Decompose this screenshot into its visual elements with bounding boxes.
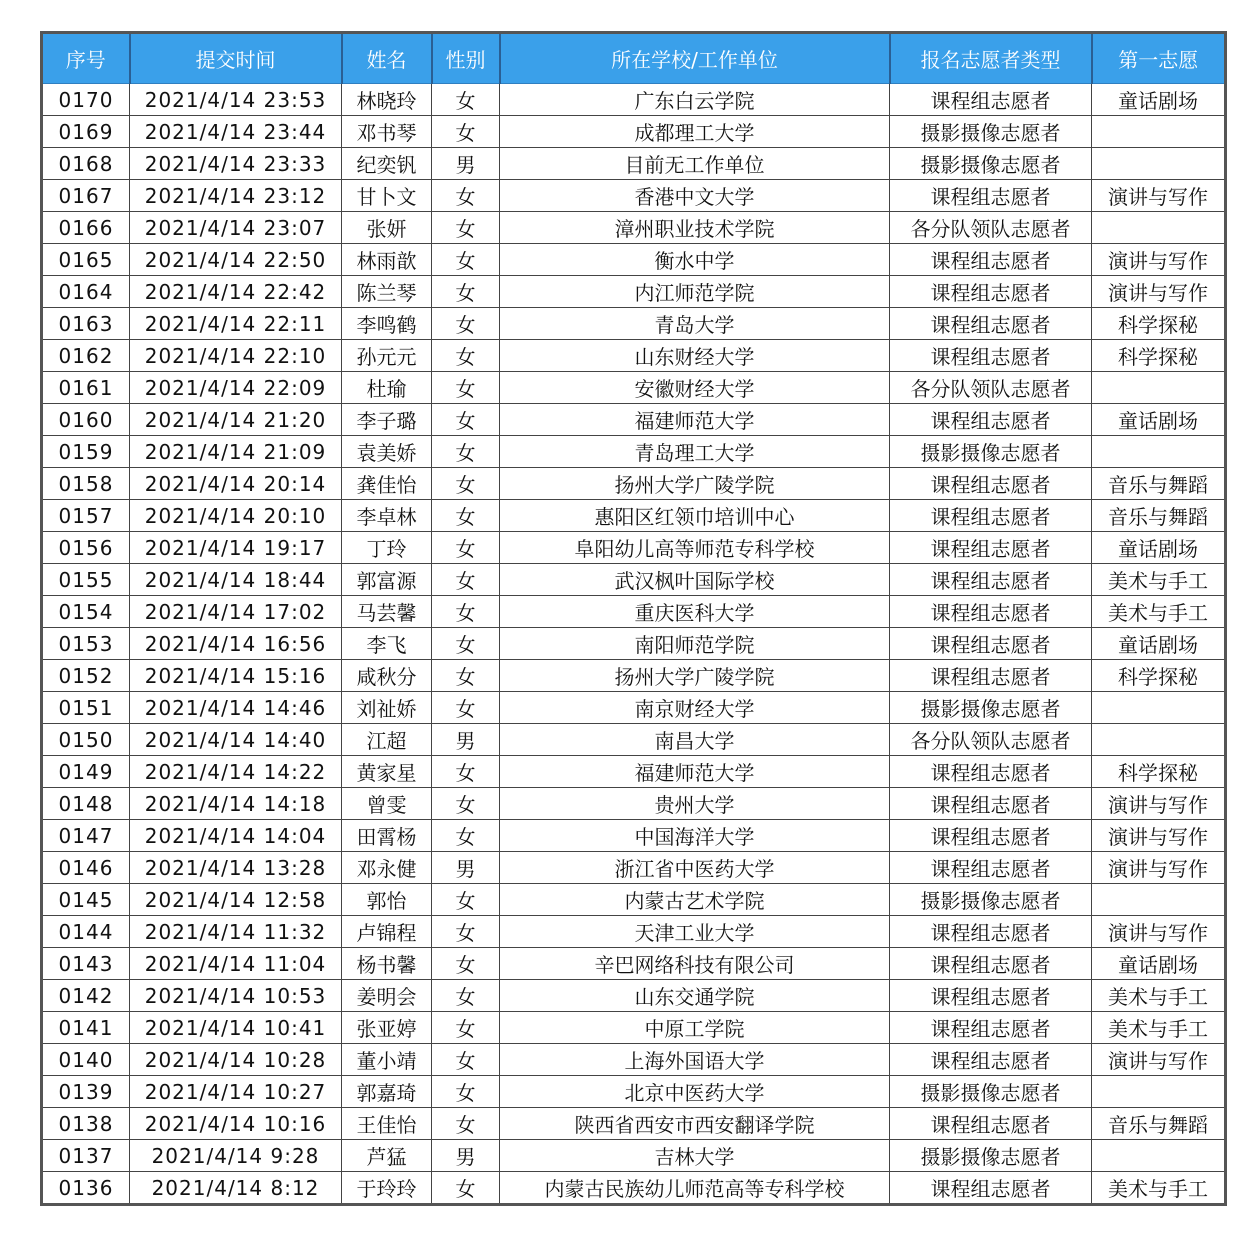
cell-first-choice: 音乐与舞蹈 bbox=[1092, 468, 1226, 500]
cell-submit-time: 2021/4/14 21:20 bbox=[130, 404, 342, 436]
cell-gender: 女 bbox=[432, 276, 500, 308]
cell-submit-time: 2021/4/14 14:40 bbox=[130, 724, 342, 756]
cell-seq: 0140 bbox=[42, 1044, 130, 1076]
cell-name: 郭嘉琦 bbox=[342, 1076, 432, 1108]
cell-submit-time: 2021/4/14 23:07 bbox=[130, 212, 342, 244]
cell-submit-time: 2021/4/14 22:11 bbox=[130, 308, 342, 340]
cell-name: 李子璐 bbox=[342, 404, 432, 436]
cell-school: 北京中医药大学 bbox=[500, 1076, 890, 1108]
cell-seq: 0169 bbox=[42, 116, 130, 148]
column-header-name: 姓名 bbox=[342, 33, 432, 84]
cell-seq: 0136 bbox=[42, 1172, 130, 1205]
column-header-first-choice: 第一志愿 bbox=[1092, 33, 1226, 84]
cell-first-choice: 音乐与舞蹈 bbox=[1092, 500, 1226, 532]
cell-first-choice bbox=[1092, 884, 1226, 916]
cell-volunteer-type: 摄影摄像志愿者 bbox=[890, 884, 1092, 916]
cell-seq: 0137 bbox=[42, 1140, 130, 1172]
cell-school: 辛巴网络科技有限公司 bbox=[500, 948, 890, 980]
cell-school: 浙江省中医药大学 bbox=[500, 852, 890, 884]
cell-name: 黄家星 bbox=[342, 756, 432, 788]
cell-first-choice bbox=[1092, 148, 1226, 180]
cell-school: 贵州大学 bbox=[500, 788, 890, 820]
cell-school: 漳州职业技术学院 bbox=[500, 212, 890, 244]
cell-seq: 0168 bbox=[42, 148, 130, 180]
cell-school: 广东白云学院 bbox=[500, 84, 890, 116]
cell-school: 惠阳区红领巾培训中心 bbox=[500, 500, 890, 532]
cell-seq: 0165 bbox=[42, 244, 130, 276]
cell-submit-time: 2021/4/14 10:41 bbox=[130, 1012, 342, 1044]
table-row bbox=[42, 692, 1226, 724]
cell-name: 邓书琴 bbox=[342, 116, 432, 148]
table-row bbox=[42, 212, 1226, 244]
cell-gender: 女 bbox=[432, 756, 500, 788]
cell-volunteer-type: 摄影摄像志愿者 bbox=[890, 148, 1092, 180]
column-header-volunteer-type: 报名志愿者类型 bbox=[890, 33, 1092, 84]
cell-gender: 女 bbox=[432, 404, 500, 436]
cell-submit-time: 2021/4/14 13:28 bbox=[130, 852, 342, 884]
cell-volunteer-type: 课程组志愿者 bbox=[890, 660, 1092, 692]
cell-seq: 0145 bbox=[42, 884, 130, 916]
cell-gender: 女 bbox=[432, 532, 500, 564]
table-row bbox=[42, 340, 1226, 372]
cell-volunteer-type: 课程组志愿者 bbox=[890, 1012, 1092, 1044]
cell-submit-time: 2021/4/14 14:18 bbox=[130, 788, 342, 820]
table-row bbox=[42, 1108, 1226, 1140]
cell-name: 林雨歆 bbox=[342, 244, 432, 276]
cell-first-choice: 童话剧场 bbox=[1092, 404, 1226, 436]
cell-submit-time: 2021/4/14 18:44 bbox=[130, 564, 342, 596]
cell-school: 吉林大学 bbox=[500, 1140, 890, 1172]
cell-first-choice: 美术与手工 bbox=[1092, 596, 1226, 628]
cell-first-choice: 演讲与写作 bbox=[1092, 276, 1226, 308]
table-row bbox=[42, 948, 1226, 980]
cell-volunteer-type: 摄影摄像志愿者 bbox=[890, 1076, 1092, 1108]
cell-name: 陈兰琴 bbox=[342, 276, 432, 308]
cell-submit-time: 2021/4/14 14:46 bbox=[130, 692, 342, 724]
cell-volunteer-type: 课程组志愿者 bbox=[890, 1108, 1092, 1140]
cell-gender: 女 bbox=[432, 116, 500, 148]
cell-name: 邓永健 bbox=[342, 852, 432, 884]
cell-volunteer-type: 课程组志愿者 bbox=[890, 596, 1092, 628]
cell-submit-time: 2021/4/14 10:16 bbox=[130, 1108, 342, 1140]
table-row bbox=[42, 436, 1226, 468]
table-row bbox=[42, 564, 1226, 596]
cell-gender: 女 bbox=[432, 212, 500, 244]
volunteer-registration-table bbox=[40, 31, 1227, 1206]
cell-seq: 0142 bbox=[42, 980, 130, 1012]
table-row bbox=[42, 724, 1226, 756]
cell-school: 南京财经大学 bbox=[500, 692, 890, 724]
cell-first-choice: 美术与手工 bbox=[1092, 1172, 1226, 1205]
cell-volunteer-type: 课程组志愿者 bbox=[890, 948, 1092, 980]
cell-submit-time: 2021/4/14 10:28 bbox=[130, 1044, 342, 1076]
cell-submit-time: 2021/4/14 16:56 bbox=[130, 628, 342, 660]
cell-submit-time: 2021/4/14 23:44 bbox=[130, 116, 342, 148]
cell-seq: 0141 bbox=[42, 1012, 130, 1044]
cell-gender: 女 bbox=[432, 884, 500, 916]
cell-seq: 0152 bbox=[42, 660, 130, 692]
cell-school: 中原工学院 bbox=[500, 1012, 890, 1044]
cell-first-choice: 美术与手工 bbox=[1092, 980, 1226, 1012]
cell-name: 张妍 bbox=[342, 212, 432, 244]
cell-seq: 0156 bbox=[42, 532, 130, 564]
cell-name: 张亚婷 bbox=[342, 1012, 432, 1044]
cell-volunteer-type: 摄影摄像志愿者 bbox=[890, 116, 1092, 148]
cell-submit-time: 2021/4/14 23:33 bbox=[130, 148, 342, 180]
table-row bbox=[42, 148, 1226, 180]
cell-seq: 0170 bbox=[42, 84, 130, 116]
cell-name: 田霄杨 bbox=[342, 820, 432, 852]
header-row bbox=[42, 33, 1226, 84]
cell-gender: 女 bbox=[432, 180, 500, 212]
cell-school: 天津工业大学 bbox=[500, 916, 890, 948]
table-body bbox=[42, 84, 1226, 1205]
cell-first-choice bbox=[1092, 1076, 1226, 1108]
cell-school: 山东交通学院 bbox=[500, 980, 890, 1012]
cell-submit-time: 2021/4/14 22:09 bbox=[130, 372, 342, 404]
cell-gender: 女 bbox=[432, 1108, 500, 1140]
cell-school: 扬州大学广陵学院 bbox=[500, 660, 890, 692]
cell-volunteer-type: 课程组志愿者 bbox=[890, 1172, 1092, 1205]
cell-gender: 女 bbox=[432, 1076, 500, 1108]
cell-gender: 女 bbox=[432, 596, 500, 628]
cell-submit-time: 2021/4/14 21:09 bbox=[130, 436, 342, 468]
cell-school: 山东财经大学 bbox=[500, 340, 890, 372]
cell-school: 青岛大学 bbox=[500, 308, 890, 340]
cell-gender: 女 bbox=[432, 500, 500, 532]
cell-name: 杨书馨 bbox=[342, 948, 432, 980]
cell-gender: 女 bbox=[432, 1172, 500, 1205]
cell-submit-time: 2021/4/14 17:02 bbox=[130, 596, 342, 628]
cell-seq: 0164 bbox=[42, 276, 130, 308]
table-row bbox=[42, 756, 1226, 788]
column-header-gender: 性别 bbox=[432, 33, 500, 84]
cell-submit-time: 2021/4/14 8:12 bbox=[130, 1172, 342, 1205]
cell-volunteer-type: 课程组志愿者 bbox=[890, 980, 1092, 1012]
cell-seq: 0139 bbox=[42, 1076, 130, 1108]
cell-submit-time: 2021/4/14 15:16 bbox=[130, 660, 342, 692]
cell-name: 纪奕钒 bbox=[342, 148, 432, 180]
cell-name: 袁美娇 bbox=[342, 436, 432, 468]
cell-volunteer-type: 课程组志愿者 bbox=[890, 820, 1092, 852]
cell-seq: 0159 bbox=[42, 436, 130, 468]
cell-first-choice: 童话剧场 bbox=[1092, 532, 1226, 564]
table-row bbox=[42, 788, 1226, 820]
cell-seq: 0149 bbox=[42, 756, 130, 788]
cell-gender: 女 bbox=[432, 916, 500, 948]
cell-seq: 0160 bbox=[42, 404, 130, 436]
cell-seq: 0163 bbox=[42, 308, 130, 340]
cell-gender: 女 bbox=[432, 1012, 500, 1044]
cell-volunteer-type: 课程组志愿者 bbox=[890, 500, 1092, 532]
cell-gender: 男 bbox=[432, 148, 500, 180]
cell-school: 中国海洋大学 bbox=[500, 820, 890, 852]
cell-submit-time: 2021/4/14 11:04 bbox=[130, 948, 342, 980]
cell-submit-time: 2021/4/14 11:32 bbox=[130, 916, 342, 948]
cell-gender: 女 bbox=[432, 948, 500, 980]
cell-school: 陕西省西安市西安翻译学院 bbox=[500, 1108, 890, 1140]
cell-name: 咸秋分 bbox=[342, 660, 432, 692]
cell-first-choice: 科学探秘 bbox=[1092, 756, 1226, 788]
cell-school: 内蒙古艺术学院 bbox=[500, 884, 890, 916]
cell-name: 芦猛 bbox=[342, 1140, 432, 1172]
cell-gender: 女 bbox=[432, 564, 500, 596]
cell-submit-time: 2021/4/14 10:53 bbox=[130, 980, 342, 1012]
cell-submit-time: 2021/4/14 20:14 bbox=[130, 468, 342, 500]
cell-first-choice: 音乐与舞蹈 bbox=[1092, 1108, 1226, 1140]
table-row bbox=[42, 116, 1226, 148]
cell-name: 董小靖 bbox=[342, 1044, 432, 1076]
cell-first-choice bbox=[1092, 1140, 1226, 1172]
cell-first-choice: 演讲与写作 bbox=[1092, 852, 1226, 884]
cell-first-choice bbox=[1092, 724, 1226, 756]
cell-first-choice: 童话剧场 bbox=[1092, 84, 1226, 116]
cell-school: 福建师范大学 bbox=[500, 404, 890, 436]
cell-volunteer-type: 课程组志愿者 bbox=[890, 404, 1092, 436]
cell-name: 林晓玲 bbox=[342, 84, 432, 116]
cell-submit-time: 2021/4/14 12:58 bbox=[130, 884, 342, 916]
cell-seq: 0148 bbox=[42, 788, 130, 820]
cell-name: 李飞 bbox=[342, 628, 432, 660]
cell-name: 郭怡 bbox=[342, 884, 432, 916]
table-row bbox=[42, 532, 1226, 564]
cell-seq: 0161 bbox=[42, 372, 130, 404]
cell-school: 安徽财经大学 bbox=[500, 372, 890, 404]
cell-volunteer-type: 摄影摄像志愿者 bbox=[890, 436, 1092, 468]
table-row bbox=[42, 308, 1226, 340]
cell-seq: 0162 bbox=[42, 340, 130, 372]
cell-first-choice bbox=[1092, 116, 1226, 148]
cell-seq: 0138 bbox=[42, 1108, 130, 1140]
cell-name: 马芸馨 bbox=[342, 596, 432, 628]
cell-volunteer-type: 课程组志愿者 bbox=[890, 916, 1092, 948]
cell-gender: 女 bbox=[432, 1044, 500, 1076]
cell-first-choice bbox=[1092, 372, 1226, 404]
cell-first-choice: 演讲与写作 bbox=[1092, 916, 1226, 948]
cell-first-choice: 演讲与写作 bbox=[1092, 820, 1226, 852]
cell-gender: 女 bbox=[432, 980, 500, 1012]
cell-first-choice bbox=[1092, 212, 1226, 244]
cell-gender: 女 bbox=[432, 244, 500, 276]
cell-submit-time: 2021/4/14 9:28 bbox=[130, 1140, 342, 1172]
cell-seq: 0154 bbox=[42, 596, 130, 628]
cell-first-choice: 科学探秘 bbox=[1092, 660, 1226, 692]
cell-volunteer-type: 课程组志愿者 bbox=[890, 244, 1092, 276]
column-header-seq: 序号 bbox=[42, 33, 130, 84]
cell-name: 郭富源 bbox=[342, 564, 432, 596]
cell-first-choice: 演讲与写作 bbox=[1092, 788, 1226, 820]
cell-volunteer-type: 课程组志愿者 bbox=[890, 532, 1092, 564]
cell-volunteer-type: 各分队领队志愿者 bbox=[890, 212, 1092, 244]
cell-name: 李卓林 bbox=[342, 500, 432, 532]
column-header-submit-time: 提交时间 bbox=[130, 33, 342, 84]
cell-name: 龚佳怡 bbox=[342, 468, 432, 500]
cell-name: 曾雯 bbox=[342, 788, 432, 820]
table-row bbox=[42, 468, 1226, 500]
cell-name: 姜明会 bbox=[342, 980, 432, 1012]
cell-volunteer-type: 课程组志愿者 bbox=[890, 852, 1092, 884]
cell-volunteer-type: 课程组志愿者 bbox=[890, 1044, 1092, 1076]
cell-name: 孙元元 bbox=[342, 340, 432, 372]
cell-volunteer-type: 课程组志愿者 bbox=[890, 468, 1092, 500]
table-row bbox=[42, 372, 1226, 404]
table-row bbox=[42, 244, 1226, 276]
cell-name: 李鸣鹤 bbox=[342, 308, 432, 340]
cell-volunteer-type: 各分队领队志愿者 bbox=[890, 724, 1092, 756]
cell-first-choice: 演讲与写作 bbox=[1092, 1044, 1226, 1076]
cell-seq: 0150 bbox=[42, 724, 130, 756]
cell-school: 阜阳幼儿高等师范专科学校 bbox=[500, 532, 890, 564]
table-row bbox=[42, 884, 1226, 916]
cell-gender: 女 bbox=[432, 84, 500, 116]
cell-submit-time: 2021/4/14 22:50 bbox=[130, 244, 342, 276]
table-row bbox=[42, 276, 1226, 308]
cell-seq: 0166 bbox=[42, 212, 130, 244]
column-header-school: 所在学校/工作单位 bbox=[500, 33, 890, 84]
cell-seq: 0167 bbox=[42, 180, 130, 212]
cell-school: 武汉枫叶国际学校 bbox=[500, 564, 890, 596]
cell-school: 内江师范学院 bbox=[500, 276, 890, 308]
table-row bbox=[42, 180, 1226, 212]
cell-seq: 0144 bbox=[42, 916, 130, 948]
cell-volunteer-type: 课程组志愿者 bbox=[890, 564, 1092, 596]
cell-first-choice: 演讲与写作 bbox=[1092, 244, 1226, 276]
cell-first-choice: 美术与手工 bbox=[1092, 564, 1226, 596]
cell-gender: 男 bbox=[432, 1140, 500, 1172]
cell-volunteer-type: 课程组志愿者 bbox=[890, 788, 1092, 820]
cell-first-choice: 科学探秘 bbox=[1092, 340, 1226, 372]
cell-volunteer-type: 课程组志愿者 bbox=[890, 276, 1092, 308]
cell-school: 南阳师范学院 bbox=[500, 628, 890, 660]
cell-school: 成都理工大学 bbox=[500, 116, 890, 148]
table-row bbox=[42, 628, 1226, 660]
cell-gender: 男 bbox=[432, 724, 500, 756]
table-row bbox=[42, 916, 1226, 948]
cell-submit-time: 2021/4/14 20:10 bbox=[130, 500, 342, 532]
cell-seq: 0151 bbox=[42, 692, 130, 724]
table-row bbox=[42, 84, 1226, 116]
cell-seq: 0143 bbox=[42, 948, 130, 980]
cell-seq: 0158 bbox=[42, 468, 130, 500]
cell-gender: 女 bbox=[432, 372, 500, 404]
table-row bbox=[42, 1044, 1226, 1076]
table-row bbox=[42, 660, 1226, 692]
cell-volunteer-type: 课程组志愿者 bbox=[890, 340, 1092, 372]
cell-first-choice bbox=[1092, 436, 1226, 468]
cell-first-choice: 美术与手工 bbox=[1092, 1012, 1226, 1044]
cell-school: 青岛理工大学 bbox=[500, 436, 890, 468]
table-row bbox=[42, 404, 1226, 436]
table-row bbox=[42, 1076, 1226, 1108]
cell-school: 内蒙古民族幼儿师范高等专科学校 bbox=[500, 1172, 890, 1205]
cell-volunteer-type: 课程组志愿者 bbox=[890, 84, 1092, 116]
cell-name: 丁玲 bbox=[342, 532, 432, 564]
table-row bbox=[42, 1012, 1226, 1044]
cell-submit-time: 2021/4/14 22:42 bbox=[130, 276, 342, 308]
table-row bbox=[42, 1172, 1226, 1205]
cell-submit-time: 2021/4/14 14:04 bbox=[130, 820, 342, 852]
cell-gender: 女 bbox=[432, 692, 500, 724]
cell-submit-time: 2021/4/14 23:53 bbox=[130, 84, 342, 116]
cell-volunteer-type: 课程组志愿者 bbox=[890, 308, 1092, 340]
cell-school: 南昌大学 bbox=[500, 724, 890, 756]
cell-gender: 男 bbox=[432, 852, 500, 884]
cell-volunteer-type: 各分队领队志愿者 bbox=[890, 372, 1092, 404]
cell-submit-time: 2021/4/14 19:17 bbox=[130, 532, 342, 564]
cell-name: 于玲玲 bbox=[342, 1172, 432, 1205]
cell-submit-time: 2021/4/14 14:22 bbox=[130, 756, 342, 788]
table-row bbox=[42, 980, 1226, 1012]
cell-name: 江超 bbox=[342, 724, 432, 756]
cell-name: 杜瑜 bbox=[342, 372, 432, 404]
cell-seq: 0147 bbox=[42, 820, 130, 852]
cell-school: 衡水中学 bbox=[500, 244, 890, 276]
table-row bbox=[42, 820, 1226, 852]
cell-first-choice: 科学探秘 bbox=[1092, 308, 1226, 340]
cell-school: 上海外国语大学 bbox=[500, 1044, 890, 1076]
cell-school: 重庆医科大学 bbox=[500, 596, 890, 628]
cell-gender: 女 bbox=[432, 788, 500, 820]
cell-gender: 女 bbox=[432, 436, 500, 468]
cell-name: 王佳怡 bbox=[342, 1108, 432, 1140]
cell-name: 甘卜文 bbox=[342, 180, 432, 212]
cell-volunteer-type: 课程组志愿者 bbox=[890, 628, 1092, 660]
cell-name: 刘祉娇 bbox=[342, 692, 432, 724]
cell-name: 卢锦程 bbox=[342, 916, 432, 948]
cell-gender: 女 bbox=[432, 820, 500, 852]
cell-seq: 0157 bbox=[42, 500, 130, 532]
table-row bbox=[42, 500, 1226, 532]
cell-first-choice: 童话剧场 bbox=[1092, 948, 1226, 980]
cell-volunteer-type: 摄影摄像志愿者 bbox=[890, 692, 1092, 724]
cell-submit-time: 2021/4/14 23:12 bbox=[130, 180, 342, 212]
table-row bbox=[42, 1140, 1226, 1172]
cell-gender: 女 bbox=[432, 660, 500, 692]
table-row bbox=[42, 852, 1226, 884]
cell-volunteer-type: 摄影摄像志愿者 bbox=[890, 1140, 1092, 1172]
cell-school: 目前无工作单位 bbox=[500, 148, 890, 180]
cell-school: 扬州大学广陵学院 bbox=[500, 468, 890, 500]
cell-seq: 0155 bbox=[42, 564, 130, 596]
cell-submit-time: 2021/4/14 22:10 bbox=[130, 340, 342, 372]
cell-volunteer-type: 课程组志愿者 bbox=[890, 180, 1092, 212]
cell-seq: 0146 bbox=[42, 852, 130, 884]
table-row bbox=[42, 596, 1226, 628]
cell-school: 香港中文大学 bbox=[500, 180, 890, 212]
cell-first-choice bbox=[1092, 692, 1226, 724]
cell-seq: 0153 bbox=[42, 628, 130, 660]
cell-gender: 女 bbox=[432, 340, 500, 372]
cell-gender: 女 bbox=[432, 308, 500, 340]
cell-school: 福建师范大学 bbox=[500, 756, 890, 788]
cell-gender: 女 bbox=[432, 628, 500, 660]
cell-volunteer-type: 课程组志愿者 bbox=[890, 756, 1092, 788]
cell-submit-time: 2021/4/14 10:27 bbox=[130, 1076, 342, 1108]
cell-first-choice: 演讲与写作 bbox=[1092, 180, 1226, 212]
cell-gender: 女 bbox=[432, 468, 500, 500]
cell-first-choice: 童话剧场 bbox=[1092, 628, 1226, 660]
